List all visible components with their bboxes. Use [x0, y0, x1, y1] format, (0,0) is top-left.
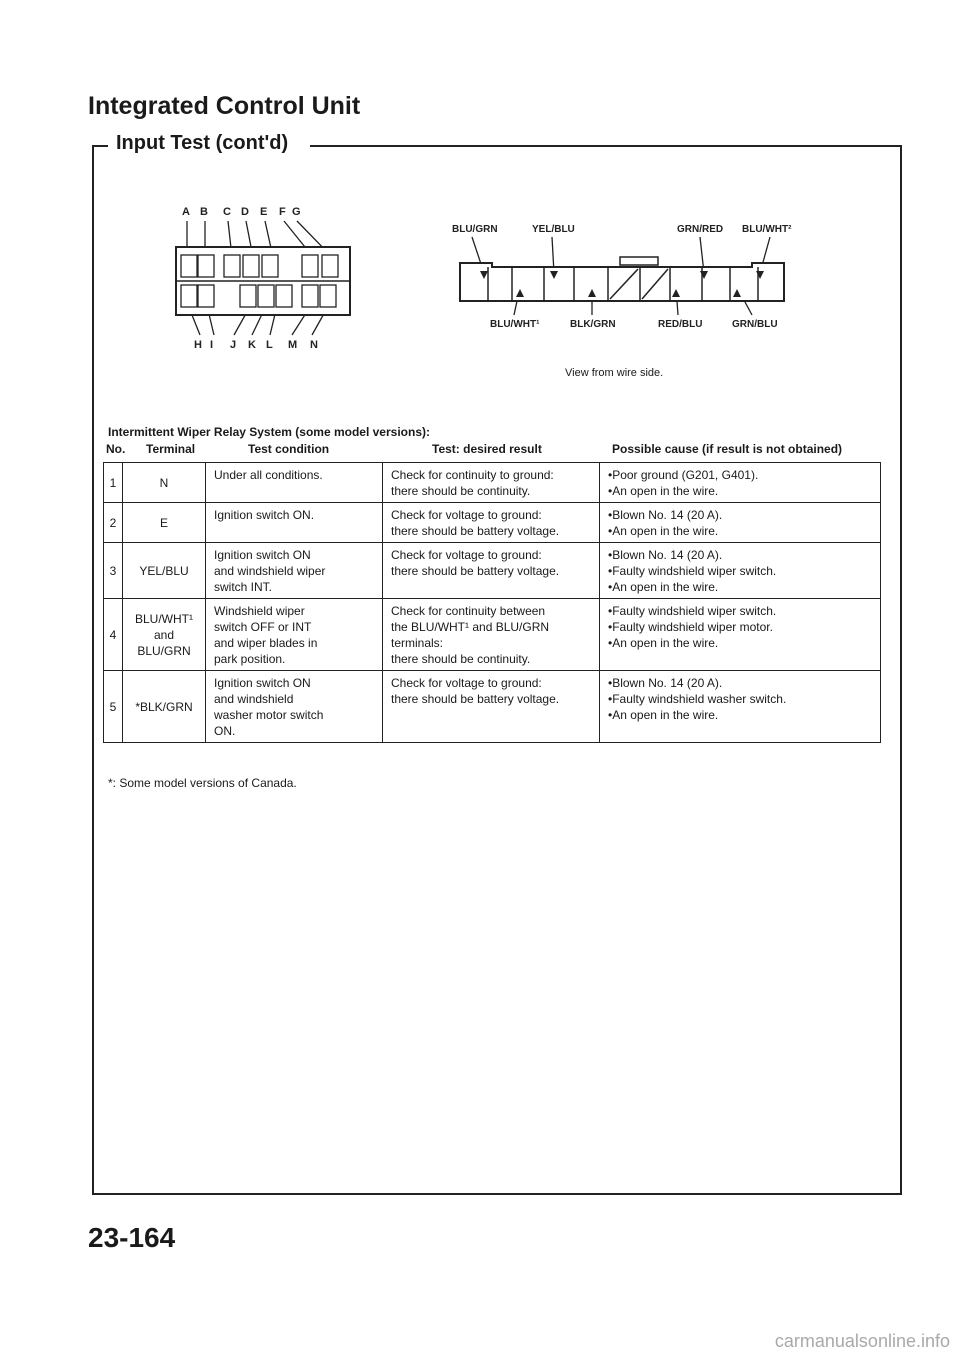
cause-item: • An open in the wire.	[608, 523, 872, 539]
column-header-terminal: Terminal	[146, 442, 196, 456]
table-row	[104, 543, 881, 599]
table-row	[104, 463, 881, 503]
cell-line: and	[153, 627, 175, 642]
test-table	[103, 462, 881, 743]
cause-item: • Faulty windshield wiper motor.	[608, 619, 872, 635]
cause-item: • An open in the wire.	[608, 635, 872, 651]
cell-line: park position.	[214, 652, 286, 666]
wire-label-top: BLU/GRN	[452, 224, 498, 235]
cause-item: • An open in the wire.	[608, 707, 872, 723]
cause-item: • Blown No. 14 (20 A).	[608, 507, 872, 523]
table-row	[104, 599, 881, 671]
wire-label-bottom: BLU/WHT¹	[490, 319, 540, 330]
cell-condition	[206, 599, 383, 671]
page-number: 23-164	[88, 1222, 176, 1253]
cell-no: 2	[104, 503, 123, 543]
wire-label-top: BLU/WHT²	[742, 224, 792, 235]
cell-line: Windshield wiper	[214, 604, 305, 618]
cell-no: 4	[104, 599, 123, 671]
terminal-letter: N	[310, 339, 318, 351]
cause-item: • Faulty windshield washer switch.	[608, 691, 872, 707]
cell-line: there should be continuity.	[391, 484, 531, 498]
cell-result	[383, 503, 600, 543]
terminal-letter: G	[292, 206, 301, 218]
cell-line: ON.	[214, 724, 236, 738]
frame-rule	[310, 145, 902, 147]
cell-causes	[600, 599, 881, 671]
terminal-letter: H	[194, 339, 202, 351]
terminal-letter: J	[230, 339, 237, 351]
column-header-condition: Test condition	[248, 442, 330, 456]
cell-condition	[206, 503, 383, 543]
cell-line: washer motor switch	[214, 708, 324, 722]
column-header-cause: Possible cause (if result is not obtained)	[612, 442, 843, 456]
wire-label-bottom: BLK/GRN	[570, 319, 616, 330]
cell-causes	[600, 671, 881, 743]
cell-no: 5	[104, 671, 123, 743]
cell-line: terminals:	[391, 636, 444, 650]
cause-item: • Blown No. 14 (20 A).	[608, 675, 872, 691]
cell-line: Check for voltage to ground:	[391, 676, 542, 690]
cell-line: there should be battery voltage.	[391, 692, 560, 706]
cause-item: • Blown No. 14 (20 A).	[608, 547, 872, 563]
cell-terminal	[123, 503, 206, 543]
cell-line: Check for voltage to ground:	[391, 548, 542, 562]
right-connector-diagram	[452, 205, 812, 345]
terminal-letter: F	[279, 206, 286, 218]
cell-line: Check for voltage to ground:	[391, 508, 542, 522]
terminal-letter: A	[182, 206, 190, 218]
cause-item: • An open in the wire.	[608, 483, 872, 499]
terminal-letter: B	[200, 206, 208, 218]
cell-line: Ignition switch ON.	[214, 508, 315, 522]
wire-label-bottom: GRN/BLU	[732, 319, 778, 330]
cell-line: there should be continuity.	[391, 652, 531, 666]
cell-line: there should be battery voltage.	[391, 524, 560, 538]
cell-line: N	[159, 475, 169, 490]
footnote: *: Some model versions of Canada.	[108, 776, 297, 790]
terminal-letter: C	[223, 206, 231, 218]
cell-line: and windshield	[214, 692, 294, 706]
section-title: Input Test (cont'd)	[116, 132, 292, 155]
right-connector-svg	[452, 205, 812, 340]
terminal-letter: M	[288, 339, 298, 351]
cell-result	[383, 543, 600, 599]
cause-item: • Faulty windshield wiper switch.	[608, 563, 872, 579]
cell-terminal	[123, 671, 206, 743]
cell-line: and wiper blades in	[214, 636, 318, 650]
watermark: carmanualsonline.info	[774, 1331, 950, 1351]
cell-line: Check for continuity to ground:	[391, 468, 554, 482]
column-header-no: No.	[106, 442, 126, 456]
table-row	[104, 503, 881, 543]
cause-item: • An open in the wire.	[608, 579, 872, 595]
wire-label-bottom: RED/BLU	[658, 319, 703, 330]
page-title: Integrated Control Unit	[88, 92, 361, 120]
system-title: Intermittent Wiper Relay System (some model versions):	[108, 425, 430, 439]
cell-line: YEL/BLU	[139, 563, 189, 578]
terminal-letter: I	[210, 339, 214, 351]
cell-line: Under all conditions.	[214, 468, 323, 482]
frame-rule	[92, 145, 108, 147]
cell-result	[383, 671, 600, 743]
wire-label-top: YEL/BLU	[532, 224, 575, 235]
cell-result	[383, 599, 600, 671]
table-row	[104, 671, 881, 743]
terminal-letter: D	[241, 206, 249, 218]
terminal-letter: K	[248, 339, 256, 351]
left-connector-svg	[160, 195, 360, 355]
cell-line: BLU/GRN	[137, 643, 191, 658]
cell-condition	[206, 671, 383, 743]
cell-line: BLU/WHT¹	[135, 611, 193, 626]
cell-line: Check for continuity between	[391, 604, 546, 618]
cause-item: • Poor ground (G201, G401).	[608, 467, 872, 483]
wire-label-top: GRN/RED	[677, 224, 724, 235]
cell-no: 1	[104, 463, 123, 503]
cell-terminal	[123, 463, 206, 503]
cell-line: Ignition switch ON	[214, 676, 311, 690]
view-note: View from wire side.	[565, 367, 664, 379]
left-connector-diagram	[160, 195, 360, 360]
cell-causes	[600, 463, 881, 503]
column-header-result: Test: desired result	[432, 442, 542, 456]
cell-line: the BLU/WHT¹ and BLU/GRN	[391, 620, 550, 634]
terminal-letter: L	[266, 339, 273, 351]
cell-causes	[600, 543, 881, 599]
cell-condition	[206, 543, 383, 599]
cell-result	[383, 463, 600, 503]
terminal-letter: E	[260, 206, 268, 218]
cell-terminal	[123, 599, 206, 671]
cell-line: switch INT.	[214, 580, 273, 594]
cell-line: and windshield wiper	[214, 564, 326, 578]
cause-item: • Faulty windshield wiper switch.	[608, 603, 872, 619]
cell-line: there should be battery voltage.	[391, 564, 560, 578]
cell-line: *BLK/GRN	[135, 699, 193, 714]
cell-causes	[600, 503, 881, 543]
cell-no: 3	[104, 543, 123, 599]
cell-line: Ignition switch ON	[214, 548, 311, 562]
cell-condition	[206, 463, 383, 503]
cell-line: E	[159, 515, 168, 530]
cell-terminal	[123, 543, 206, 599]
cell-line: switch OFF or INT	[214, 620, 312, 634]
